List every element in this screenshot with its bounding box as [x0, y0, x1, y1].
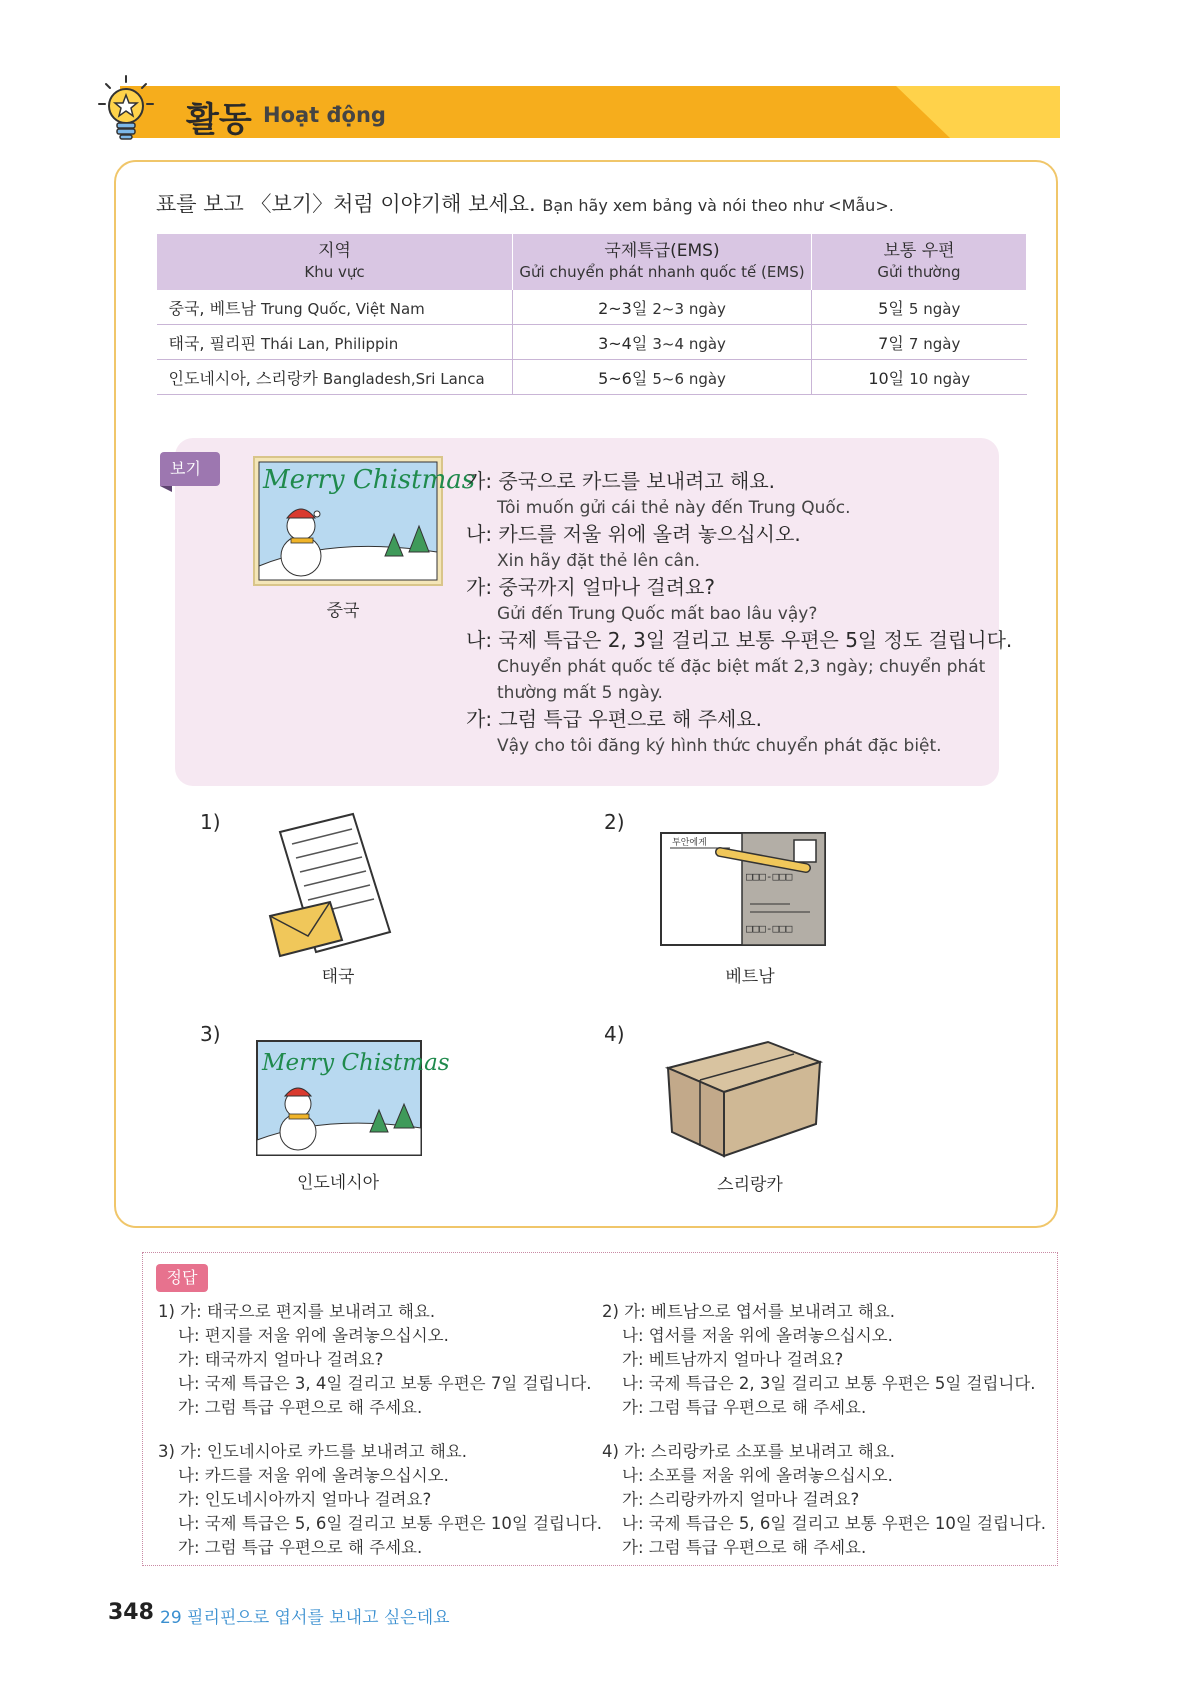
dialogue-line-vi: Xin hãy đặt thẻ lên cân. — [497, 551, 701, 571]
dialogue-line-ko: 가: 중국으로 카드를 보내려고 해요. — [466, 469, 776, 493]
page-number: 348 — [108, 1600, 154, 1625]
dialogue-line-vi: Chuyển phát quốc tế đặc biệt mất 2,3 ngày; chuyển phát — [497, 657, 986, 677]
answer-4: 4) 가: 스리랑카로 소포를 보내려고 해요. 나: 소포를 저울 위에 올려놓으십시오. 가: 스리랑카까지 얼마나 걸려요? 나: 국제 특급은 5, 6일 걸리고 보통 우편은 10일 걸립니다. 가: 그럼 특급 우편으로 해 주세요. — [602, 1442, 1047, 1557]
cell-ems: 5~6일 5~6 ngày — [513, 360, 812, 395]
instruction-ko: 표를 보고 〈보기〉처럼 이야기해 보세요. — [156, 192, 536, 216]
section-subtitle: Hoạt động — [263, 103, 386, 127]
example-caption: 중국 — [326, 601, 360, 621]
table-header-region: 지역 Khu vực — [157, 234, 513, 290]
header-band — [120, 86, 1060, 138]
cell-normal: 10일 10 ngày — [812, 360, 1027, 395]
card-text: Merry Chistmas — [262, 1050, 450, 1076]
table-row — [157, 290, 1027, 325]
postcard-zip-top: □□□-□□□ — [746, 870, 793, 883]
card-text: Merry Chistmas — [263, 465, 476, 495]
table-header-row — [157, 234, 1027, 290]
instruction-vi: Bạn hãy xem bảng và nói theo như <Mẫu>. — [542, 196, 894, 215]
dialogue-line-ko: 가: 중국까지 얼마나 걸려요? — [466, 575, 715, 599]
christmas-card-icon — [253, 456, 476, 586]
shipping-table — [156, 234, 1027, 395]
table-row — [157, 360, 1027, 395]
dialogue-line-vi: Tôi muốn gửi cái thẻ này đến Trung Quốc. — [497, 498, 851, 518]
dialogue-line-vi: Gửi đến Trung Quốc mất bao lâu vậy? — [497, 604, 818, 624]
cell-ems: 3~4일 3~4 ngày — [513, 325, 812, 360]
table-header-ems: 국제특급(EMS) Gửi chuyển phát nhanh quốc tế (EMS) — [513, 234, 812, 290]
cell-region: 중국, 베트남 Trung Quốc, Việt Nam — [157, 290, 513, 325]
answer-3: 3) 가: 인도네시아로 카드를 보내려고 해요. 나: 카드를 저울 위에 올려놓으십시오. 가: 인도네시아까지 얼마나 걸려요? 나: 국제 특급은 5, 6일 걸리고 보통 우편은 10일 걸립니다. 가: 그럼 특급 우편으로 해 주세요. — [158, 1442, 603, 1557]
option-caption: 스리랑카 — [717, 1175, 783, 1195]
christmas-card-icon — [256, 1040, 450, 1156]
dialogue-line-vi: Vậy cho tôi đăng ký hình thức chuyển phát đặc biệt. — [497, 736, 942, 756]
answer-1: 1) 가: 태국으로 편지를 보내려고 해요. 나: 편지를 저울 위에 올려놓으십시오. 가: 태국까지 얼마나 걸려요? 나: 국제 특급은 3, 4일 걸리고 보통 우편은 7일 걸립니다. 가: 그럼 특급 우편으로 해 주세요. — [158, 1302, 592, 1417]
cell-region: 인도네시아, 스리랑카 Bangladesh,Sri Lanca — [157, 360, 513, 395]
option-number: 3) — [200, 1022, 221, 1046]
instruction — [156, 188, 894, 218]
cell-normal: 5일 5 ngày — [812, 290, 1027, 325]
option-caption: 인도네시아 — [296, 1173, 380, 1193]
option-number: 2) — [604, 810, 625, 834]
option-caption: 베트남 — [725, 967, 775, 987]
option-number: 4) — [604, 1022, 625, 1046]
cell-ems: 2~3일 2~3 ngày — [513, 290, 812, 325]
table-row — [157, 325, 1027, 360]
option-number: 1) — [200, 810, 221, 834]
cell-normal: 7일 7 ngày — [812, 325, 1027, 360]
option-caption: 태국 — [321, 967, 355, 987]
dialogue-line-ko: 나: 카드를 저울 위에 올려 놓으십시오. — [466, 522, 801, 546]
postcard-zip-bottom: □□□-□□□ — [746, 922, 793, 935]
chapter-title: 29 필리핀으로 엽서를 보내고 싶은데요 — [160, 1608, 450, 1628]
example-tag-fold — [160, 486, 172, 492]
table-header-normal: 보통 우편 Gửi thường — [812, 234, 1027, 290]
cell-region: 태국, 필리핀 Thái Lan, Philippin — [157, 325, 513, 360]
postcard-text: 투안에게 — [672, 838, 707, 848]
dialogue-line-ko: 나: 국제 특급은 2, 3일 걸리고 보통 우편은 5일 정도 걸립니다. — [466, 628, 1013, 652]
answer-tag: 정답 — [156, 1264, 208, 1292]
dialogue-line-ko: 가: 그럼 특급 우편으로 해 주세요. — [466, 707, 763, 731]
section-title: 활동 — [186, 100, 252, 140]
postcard-icon — [660, 832, 826, 946]
example-tag: 보기 — [160, 452, 220, 486]
lightbulb-star-icon — [96, 74, 156, 142]
dialogue-line-vi: thường mất 5 ngày. — [497, 683, 663, 703]
answer-2: 2) 가: 베트남으로 엽서를 보내려고 해요. 나: 엽서를 저울 위에 올려놓으십시오. 가: 베트남까지 얼마나 걸려요? 나: 국제 특급은 2, 3일 걸리고 보통 우편은 5일 걸립니다. 가: 그럼 특급 우편으로 해 주세요. — [602, 1302, 1036, 1417]
letter-envelope-icon — [268, 812, 398, 962]
parcel-box-icon — [664, 1028, 824, 1160]
